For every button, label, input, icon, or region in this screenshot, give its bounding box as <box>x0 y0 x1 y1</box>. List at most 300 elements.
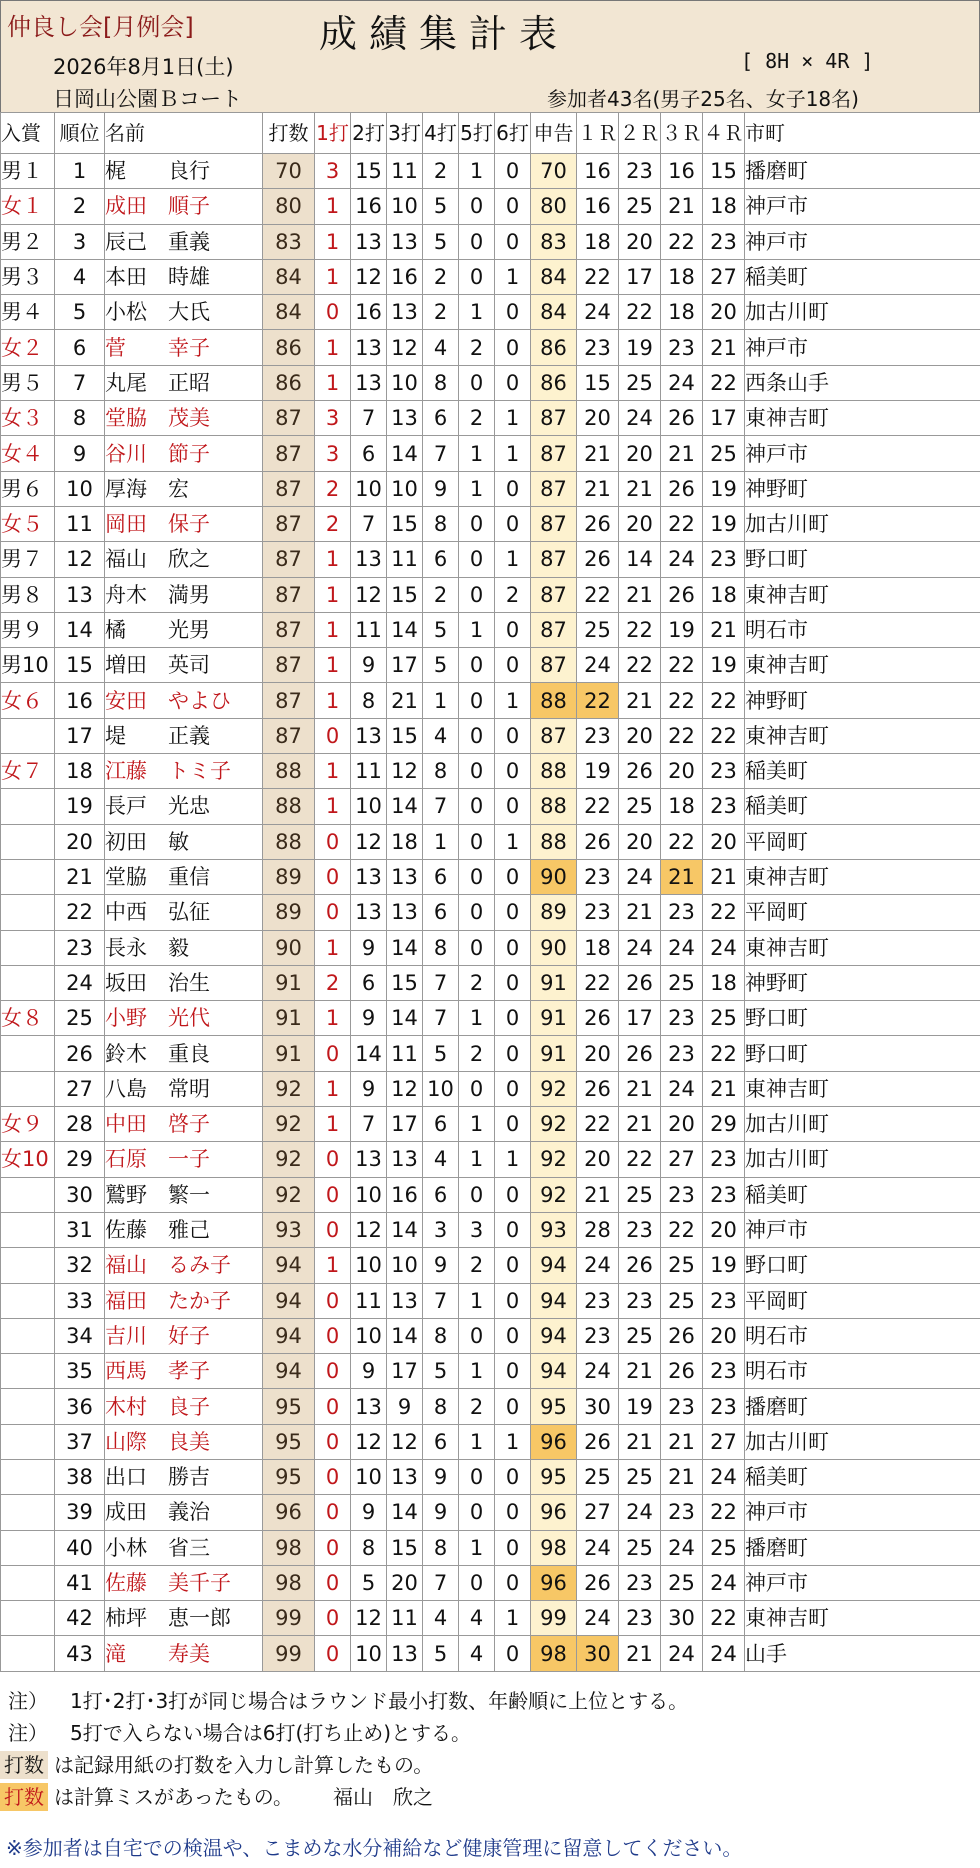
cell-round-3: 23 <box>661 1001 703 1036</box>
table-header-row <box>1 113 980 154</box>
cell-stroke-5: 0 <box>459 259 495 294</box>
cell-rank: 20 <box>55 824 105 859</box>
cell-stroke-5: 1 <box>459 1107 495 1142</box>
cell-declared: 99 <box>531 1601 577 1636</box>
cell-round-4: 22 <box>703 683 745 718</box>
cell-stroke-5: 0 <box>459 895 495 930</box>
table-row <box>1 295 980 330</box>
cell-stroke-5: 2 <box>459 1248 495 1283</box>
cell-award <box>1 1071 55 1106</box>
table-row <box>1 754 980 789</box>
cell-city: 明石市 <box>745 1318 980 1353</box>
table-row <box>1 683 980 718</box>
cell-stroke-6: 0 <box>495 859 531 894</box>
cell-stroke-5: 0 <box>459 1177 495 1212</box>
cell-stroke-3: 13 <box>387 1636 423 1671</box>
table-row <box>1 1107 980 1142</box>
cell-stroke-4: 5 <box>423 224 459 259</box>
game-format: [ 8H × 4R ] <box>741 49 874 73</box>
cell-round-2: 21 <box>619 471 661 506</box>
cell-round-4: 15 <box>703 154 745 189</box>
cell-stroke-1: 0 <box>315 1530 351 1565</box>
cell-round-1: 22 <box>577 965 619 1000</box>
cell-stroke-3: 13 <box>387 1142 423 1177</box>
cell-declared: 95 <box>531 1459 577 1494</box>
cell-name: 出口 勝吉 <box>105 1459 263 1494</box>
cell-stroke-2: 6 <box>351 965 387 1000</box>
cell-round-1: 22 <box>577 577 619 612</box>
cell-stroke-2: 13 <box>351 365 387 400</box>
table-row <box>1 718 980 753</box>
cell-total: 88 <box>263 789 315 824</box>
cell-award: 男10 <box>1 648 55 683</box>
cell-stroke-5: 0 <box>459 859 495 894</box>
cell-total: 92 <box>263 1107 315 1142</box>
cell-stroke-5: 2 <box>459 965 495 1000</box>
cell-stroke-1: 1 <box>315 224 351 259</box>
cell-stroke-5: 1 <box>459 436 495 471</box>
cell-round-2: 25 <box>619 189 661 224</box>
cell-stroke-5: 0 <box>459 930 495 965</box>
cell-stroke-5: 2 <box>459 330 495 365</box>
page-title: 成績集計表 <box>319 12 570 56</box>
cell-stroke-6: 0 <box>495 965 531 1000</box>
cell-round-1: 26 <box>577 824 619 859</box>
cell-round-2: 21 <box>619 1354 661 1389</box>
results-table <box>0 112 980 1672</box>
cell-stroke-1: 0 <box>315 295 351 330</box>
cell-stroke-6: 0 <box>495 506 531 541</box>
cell-stroke-2: 8 <box>351 683 387 718</box>
cell-round-4: 27 <box>703 259 745 294</box>
cell-city: 明石市 <box>745 612 980 647</box>
cell-round-3: 22 <box>661 718 703 753</box>
cell-rank: 43 <box>55 1636 105 1671</box>
cell-stroke-4: 4 <box>423 330 459 365</box>
cell-round-4: 23 <box>703 1354 745 1389</box>
cell-round-2: 22 <box>619 1142 661 1177</box>
cell-name: 橘 光男 <box>105 612 263 647</box>
cell-round-2: 23 <box>619 1212 661 1247</box>
cell-city: 平岡町 <box>745 1283 980 1318</box>
cell-name: 福山 るみ子 <box>105 1248 263 1283</box>
cell-round-3: 24 <box>661 930 703 965</box>
cell-round-1: 24 <box>577 1248 619 1283</box>
cell-stroke-5: 2 <box>459 1036 495 1071</box>
cell-award <box>1 1565 55 1600</box>
cell-award: 男７ <box>1 542 55 577</box>
cell-stroke-6: 0 <box>495 1495 531 1530</box>
cell-city: 東神吉町 <box>745 859 980 894</box>
cell-round-1: 30 <box>577 1389 619 1424</box>
cell-name: 江藤 トミ子 <box>105 754 263 789</box>
cell-round-2: 26 <box>619 965 661 1000</box>
cell-round-1: 26 <box>577 1424 619 1459</box>
cell-rank: 6 <box>55 330 105 365</box>
cell-round-1: 23 <box>577 330 619 365</box>
cell-declared: 87 <box>531 436 577 471</box>
signer-name: 福山 欣之 <box>333 1785 433 1809</box>
cell-round-2: 23 <box>619 1601 661 1636</box>
cell-stroke-1: 1 <box>315 1001 351 1036</box>
cell-declared: 90 <box>531 859 577 894</box>
cell-round-1: 26 <box>577 506 619 541</box>
cell-stroke-5: 1 <box>459 471 495 506</box>
table-row <box>1 1283 980 1318</box>
col-award: 入賞 <box>1 113 55 154</box>
cell-stroke-1: 0 <box>315 718 351 753</box>
cell-declared: 84 <box>531 259 577 294</box>
cell-stroke-5: 1 <box>459 1424 495 1459</box>
cell-total: 86 <box>263 330 315 365</box>
cell-round-3: 26 <box>661 1354 703 1389</box>
cell-declared: 89 <box>531 895 577 930</box>
cell-declared: 94 <box>531 1248 577 1283</box>
note-2 <box>8 1718 471 1748</box>
cell-stroke-2: 12 <box>351 1212 387 1247</box>
cell-round-1: 27 <box>577 1495 619 1530</box>
cell-stroke-3: 13 <box>387 224 423 259</box>
cell-round-4: 27 <box>703 1424 745 1459</box>
cell-city: 神戸市 <box>745 224 980 259</box>
cell-stroke-4: 5 <box>423 1036 459 1071</box>
cell-award <box>1 1636 55 1671</box>
cell-stroke-5: 4 <box>459 1601 495 1636</box>
col-total: 打数 <box>263 113 315 154</box>
cell-round-3: 25 <box>661 965 703 1000</box>
cell-round-3: 21 <box>661 436 703 471</box>
cell-name: 岡田 保子 <box>105 506 263 541</box>
cell-declared: 92 <box>531 1071 577 1106</box>
cell-stroke-2: 9 <box>351 648 387 683</box>
cell-rank: 31 <box>55 1212 105 1247</box>
cell-award: 男４ <box>1 295 55 330</box>
cell-round-1: 23 <box>577 859 619 894</box>
cell-rank: 41 <box>55 1565 105 1600</box>
cell-stroke-2: 13 <box>351 542 387 577</box>
cell-rank: 28 <box>55 1107 105 1142</box>
cell-name: 長戸 光忠 <box>105 789 263 824</box>
cell-stroke-2: 13 <box>351 224 387 259</box>
cell-award <box>1 859 55 894</box>
cell-round-4: 25 <box>703 1530 745 1565</box>
cell-round-1: 21 <box>577 471 619 506</box>
cell-stroke-3: 14 <box>387 1001 423 1036</box>
cell-stroke-1: 1 <box>315 930 351 965</box>
cell-round-3: 21 <box>661 1459 703 1494</box>
cell-round-4: 23 <box>703 1283 745 1318</box>
cell-name: 鈴木 重良 <box>105 1036 263 1071</box>
cell-round-3: 18 <box>661 259 703 294</box>
cell-round-4: 22 <box>703 365 745 400</box>
cell-stroke-6: 1 <box>495 436 531 471</box>
cell-declared: 88 <box>531 824 577 859</box>
cell-rank: 1 <box>55 154 105 189</box>
cell-stroke-2: 7 <box>351 506 387 541</box>
cell-total: 84 <box>263 259 315 294</box>
cell-rank: 35 <box>55 1354 105 1389</box>
cell-total: 95 <box>263 1389 315 1424</box>
cell-round-1: 25 <box>577 612 619 647</box>
cell-declared: 96 <box>531 1565 577 1600</box>
table-row <box>1 1495 980 1530</box>
cell-rank: 14 <box>55 612 105 647</box>
cell-award <box>1 824 55 859</box>
cell-stroke-6: 1 <box>495 401 531 436</box>
cell-stroke-3: 15 <box>387 1530 423 1565</box>
cell-stroke-5: 0 <box>459 1071 495 1106</box>
cell-round-4: 24 <box>703 1565 745 1600</box>
cell-stroke-3: 10 <box>387 365 423 400</box>
cell-rank: 34 <box>55 1318 105 1353</box>
cell-round-3: 21 <box>661 189 703 224</box>
cell-name: 中西 弘征 <box>105 895 263 930</box>
cell-stroke-2: 12 <box>351 824 387 859</box>
cell-stroke-3: 13 <box>387 401 423 436</box>
cell-stroke-4: 8 <box>423 930 459 965</box>
cell-stroke-3: 11 <box>387 1601 423 1636</box>
cell-city: 稲美町 <box>745 1459 980 1494</box>
cell-city: 播磨町 <box>745 1530 980 1565</box>
cell-award <box>1 1459 55 1494</box>
cell-stroke-4: 8 <box>423 365 459 400</box>
cell-stroke-4: 7 <box>423 1565 459 1600</box>
cell-city: 加古川町 <box>745 295 980 330</box>
cell-city: 神野町 <box>745 471 980 506</box>
cell-award <box>1 718 55 753</box>
cell-round-2: 17 <box>619 259 661 294</box>
cell-rank: 22 <box>55 895 105 930</box>
cell-rank: 21 <box>55 859 105 894</box>
cell-name: 本田 時雄 <box>105 259 263 294</box>
cell-round-2: 25 <box>619 789 661 824</box>
cell-city: 稲美町 <box>745 789 980 824</box>
cell-round-4: 23 <box>703 224 745 259</box>
cell-stroke-3: 12 <box>387 1424 423 1459</box>
cell-declared: 91 <box>531 1036 577 1071</box>
cell-stroke-5: 1 <box>459 1142 495 1177</box>
cell-round-1: 23 <box>577 1318 619 1353</box>
cell-stroke-4: 4 <box>423 1601 459 1636</box>
cell-rank: 25 <box>55 1001 105 1036</box>
cell-round-3: 26 <box>661 1318 703 1353</box>
cell-rank: 15 <box>55 648 105 683</box>
cell-round-3: 24 <box>661 1530 703 1565</box>
cell-city: 平岡町 <box>745 824 980 859</box>
cell-stroke-1: 0 <box>315 1142 351 1177</box>
cell-round-1: 26 <box>577 542 619 577</box>
cell-stroke-6: 1 <box>495 1601 531 1636</box>
cell-round-2: 24 <box>619 930 661 965</box>
cell-stroke-5: 0 <box>459 1495 495 1530</box>
cell-stroke-4: 9 <box>423 471 459 506</box>
cell-round-4: 22 <box>703 1495 745 1530</box>
cell-round-2: 20 <box>619 824 661 859</box>
cell-name: 堤 正義 <box>105 718 263 753</box>
cell-stroke-4: 6 <box>423 1177 459 1212</box>
cell-round-1: 20 <box>577 1036 619 1071</box>
cell-name: 鷲野 繁一 <box>105 1177 263 1212</box>
table-row <box>1 436 980 471</box>
cell-city: 播磨町 <box>745 154 980 189</box>
legend-error <box>0 1782 433 1812</box>
cell-city: 播磨町 <box>745 1389 980 1424</box>
cell-stroke-4: 2 <box>423 154 459 189</box>
cell-round-3: 25 <box>661 1283 703 1318</box>
cell-award <box>1 1495 55 1530</box>
cell-name: 八島 常明 <box>105 1071 263 1106</box>
cell-declared: 90 <box>531 930 577 965</box>
cell-award <box>1 1283 55 1318</box>
cell-stroke-5: 0 <box>459 1459 495 1494</box>
cell-city: 明石市 <box>745 1354 980 1389</box>
cell-stroke-3: 14 <box>387 612 423 647</box>
cell-stroke-6: 2 <box>495 577 531 612</box>
cell-name: 安田 やよひ <box>105 683 263 718</box>
table-row <box>1 859 980 894</box>
table-row <box>1 1530 980 1565</box>
cell-rank: 11 <box>55 506 105 541</box>
cell-declared: 84 <box>531 295 577 330</box>
cell-round-2: 21 <box>619 683 661 718</box>
cell-award <box>1 930 55 965</box>
col-declared: 申告 <box>531 113 577 154</box>
cell-stroke-3: 15 <box>387 965 423 1000</box>
cell-declared: 91 <box>531 965 577 1000</box>
cell-round-2: 21 <box>619 1071 661 1106</box>
cell-stroke-5: 1 <box>459 1354 495 1389</box>
cell-total: 91 <box>263 1001 315 1036</box>
cell-round-4: 23 <box>703 542 745 577</box>
cell-stroke-4: 7 <box>423 789 459 824</box>
cell-award: 男３ <box>1 259 55 294</box>
cell-round-2: 22 <box>619 648 661 683</box>
cell-stroke-6: 0 <box>495 754 531 789</box>
cell-stroke-3: 20 <box>387 1565 423 1600</box>
cell-round-3: 22 <box>661 824 703 859</box>
cell-name: 菅 幸子 <box>105 330 263 365</box>
cell-stroke-4: 7 <box>423 436 459 471</box>
cell-stroke-6: 0 <box>495 1248 531 1283</box>
cell-round-2: 22 <box>619 612 661 647</box>
cell-stroke-4: 5 <box>423 648 459 683</box>
cell-stroke-3: 21 <box>387 683 423 718</box>
cell-stroke-3: 11 <box>387 1036 423 1071</box>
cell-stroke-4: 8 <box>423 1389 459 1424</box>
cell-rank: 18 <box>55 754 105 789</box>
cell-total: 98 <box>263 1530 315 1565</box>
cell-name: 成田 順子 <box>105 189 263 224</box>
cell-rank: 33 <box>55 1283 105 1318</box>
cell-stroke-4: 6 <box>423 401 459 436</box>
cell-stroke-1: 0 <box>315 1601 351 1636</box>
cell-stroke-6: 0 <box>495 1001 531 1036</box>
cell-stroke-4: 8 <box>423 754 459 789</box>
cell-city: 東神吉町 <box>745 930 980 965</box>
cell-stroke-3: 15 <box>387 718 423 753</box>
cell-round-3: 20 <box>661 754 703 789</box>
cell-stroke-5: 1 <box>459 1530 495 1565</box>
cell-award <box>1 895 55 930</box>
cell-total: 84 <box>263 295 315 330</box>
cell-declared: 92 <box>531 1142 577 1177</box>
cell-stroke-5: 0 <box>459 365 495 400</box>
cell-city: 野口町 <box>745 1248 980 1283</box>
col-stroke-5: 5打 <box>459 113 495 154</box>
cell-round-2: 21 <box>619 1424 661 1459</box>
cell-stroke-4: 1 <box>423 683 459 718</box>
cell-round-4: 23 <box>703 754 745 789</box>
cell-declared: 98 <box>531 1636 577 1671</box>
cell-declared: 92 <box>531 1107 577 1142</box>
cell-stroke-1: 0 <box>315 1283 351 1318</box>
note-2-label: 注） <box>8 1721 48 1745</box>
cell-stroke-2: 8 <box>351 1530 387 1565</box>
cell-declared: 86 <box>531 365 577 400</box>
cell-round-1: 16 <box>577 154 619 189</box>
cell-stroke-5: 1 <box>459 1001 495 1036</box>
cell-stroke-2: 10 <box>351 1636 387 1671</box>
cell-stroke-2: 13 <box>351 718 387 753</box>
cell-round-4: 21 <box>703 612 745 647</box>
cell-stroke-3: 13 <box>387 859 423 894</box>
cell-round-1: 24 <box>577 1354 619 1389</box>
cell-rank: 5 <box>55 295 105 330</box>
participant-count: 参加者43名(男子25名、女子18名) <box>547 87 859 111</box>
cell-stroke-1: 0 <box>315 1036 351 1071</box>
cell-round-4: 21 <box>703 859 745 894</box>
cell-round-2: 21 <box>619 1107 661 1142</box>
cell-rank: 27 <box>55 1071 105 1106</box>
cell-declared: 87 <box>531 648 577 683</box>
cell-stroke-6: 1 <box>495 1424 531 1459</box>
cell-stroke-6: 1 <box>495 259 531 294</box>
cell-total: 80 <box>263 189 315 224</box>
cell-stroke-3: 12 <box>387 1071 423 1106</box>
cell-stroke-6: 1 <box>495 824 531 859</box>
table-row <box>1 506 980 541</box>
cell-stroke-6: 0 <box>495 895 531 930</box>
cell-round-2: 24 <box>619 401 661 436</box>
cell-city: 平岡町 <box>745 895 980 930</box>
cell-declared: 87 <box>531 612 577 647</box>
cell-total: 94 <box>263 1354 315 1389</box>
cell-round-4: 18 <box>703 965 745 1000</box>
cell-total: 87 <box>263 471 315 506</box>
cell-round-1: 22 <box>577 259 619 294</box>
cell-stroke-1: 2 <box>315 965 351 1000</box>
cell-city: 稲美町 <box>745 259 980 294</box>
cell-name: 辰己 重義 <box>105 224 263 259</box>
cell-stroke-4: 7 <box>423 1283 459 1318</box>
cell-rank: 36 <box>55 1389 105 1424</box>
cell-round-3: 18 <box>661 789 703 824</box>
cell-award <box>1 1389 55 1424</box>
cell-round-2: 25 <box>619 1530 661 1565</box>
table-row <box>1 1389 980 1424</box>
cell-name: 堂脇 重信 <box>105 859 263 894</box>
cell-rank: 30 <box>55 1177 105 1212</box>
cell-stroke-3: 12 <box>387 754 423 789</box>
cell-award: 男９ <box>1 612 55 647</box>
cell-declared: 94 <box>531 1283 577 1318</box>
cell-round-3: 24 <box>661 365 703 400</box>
cell-stroke-5: 2 <box>459 401 495 436</box>
cell-stroke-6: 0 <box>495 1565 531 1600</box>
cell-round-1: 23 <box>577 718 619 753</box>
cell-stroke-5: 0 <box>459 577 495 612</box>
cell-round-3: 30 <box>661 1601 703 1636</box>
